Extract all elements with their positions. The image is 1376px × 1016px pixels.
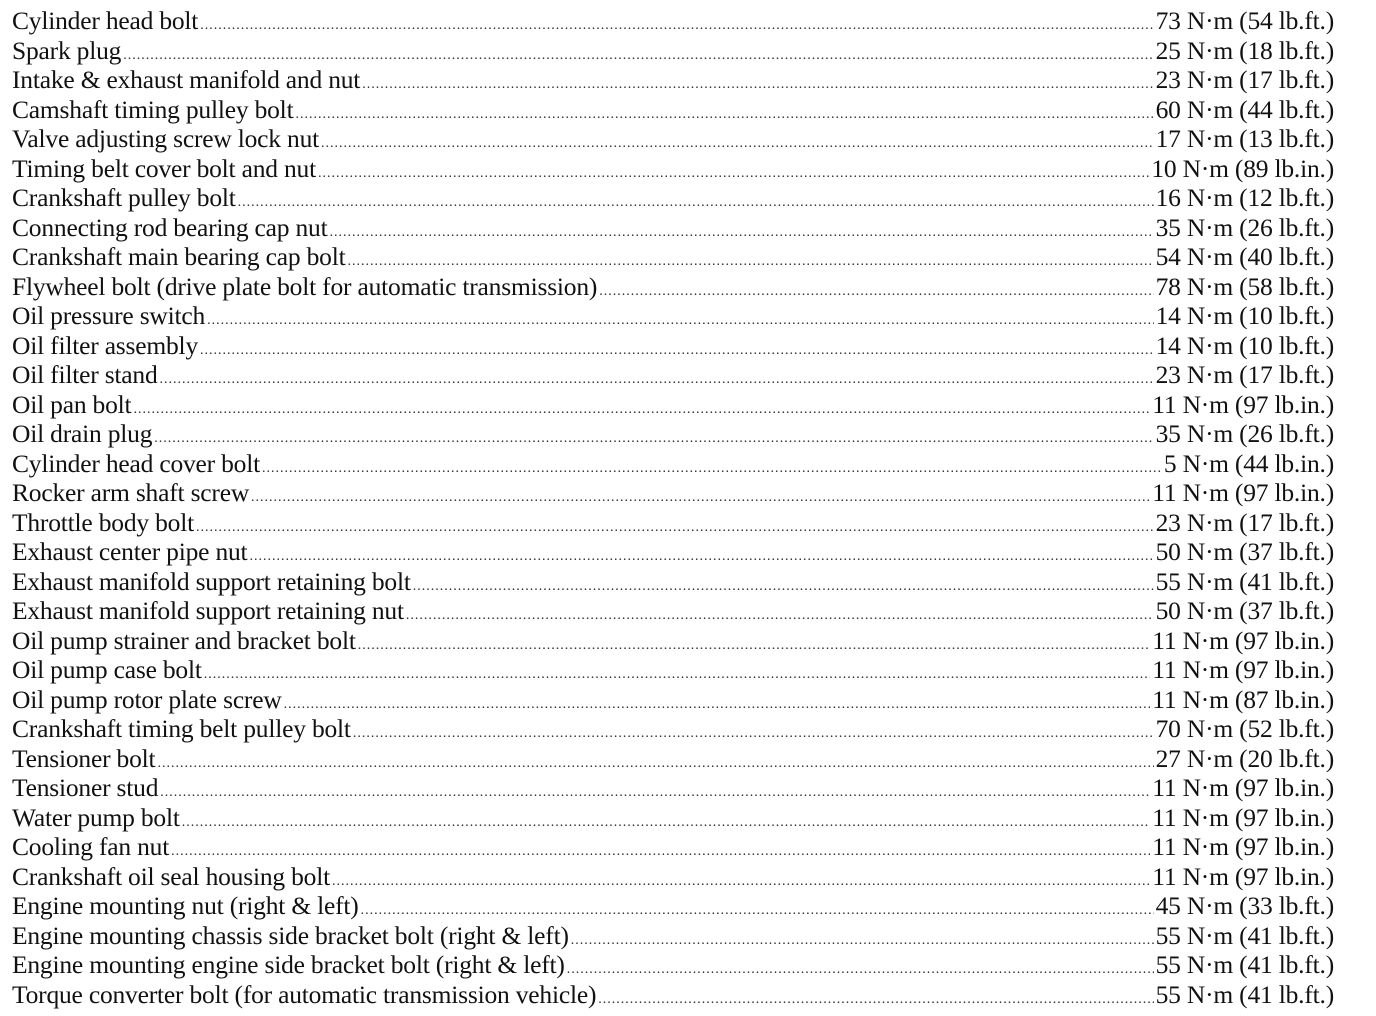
spec-name: Tensioner bolt — [12, 743, 156, 773]
spec-name: Flywheel bolt (drive plate bolt for automatic transmission) — [12, 271, 598, 301]
spec-name: Cylinder head cover bolt — [12, 448, 260, 478]
spec-row — [12, 36, 1334, 66]
spec-value: 23 N·m (17 lb.ft.) — [1155, 507, 1334, 537]
spec-value: 55 N·m (41 lb.ft.) — [1155, 566, 1334, 596]
spec-row — [12, 714, 1334, 744]
spec-row — [12, 773, 1334, 803]
spec-value: 50 N·m (37 lb.ft.) — [1155, 537, 1334, 566]
spec-value: 11 N·m (97 lb.in.) — [1152, 625, 1334, 655]
spec-value: 11 N·m (87 lb.in.) — [1152, 684, 1334, 714]
spec-value: 50 N·m (37 lb.ft.) — [1155, 596, 1334, 625]
spec-row — [12, 980, 1334, 1010]
dot-leader — [295, 100, 1153, 130]
spec-row — [12, 213, 1334, 243]
spec-value: 55 N·m (41 lb.ft.) — [1155, 920, 1334, 950]
spec-value: 14 N·m (10 lb.ft.) — [1155, 301, 1334, 330]
spec-name: Crankshaft timing belt pulley bolt — [12, 714, 351, 743]
dot-leader — [599, 277, 1153, 307]
spec-row — [12, 301, 1334, 331]
spec-value: 54 N·m (40 lb.ft.) — [1155, 242, 1334, 271]
spec-name: Tensioner stud — [12, 773, 159, 802]
spec-value: 5 N·m (44 lb.in.) — [1163, 448, 1334, 478]
dot-leader — [362, 70, 1153, 100]
spec-value: 17 N·m (13 lb.ft.) — [1155, 124, 1334, 153]
spec-value: 55 N·m (41 lb.ft.) — [1155, 979, 1334, 1009]
spec-row — [12, 478, 1334, 508]
spec-row — [12, 360, 1334, 390]
spec-value: 10 N·m (89 lb.in.) — [1151, 153, 1334, 183]
spec-name: Engine mounting engine side bracket bolt (right & left) — [12, 950, 565, 979]
spec-name: Intake & exhaust manifold and nut — [12, 65, 361, 94]
dot-leader — [318, 159, 1149, 189]
spec-row — [12, 331, 1334, 361]
spec-row — [12, 390, 1334, 420]
spec-row — [12, 626, 1334, 656]
spec-row — [12, 95, 1334, 125]
spec-name: Oil filter stand — [12, 360, 158, 389]
spec-row — [12, 537, 1334, 567]
dot-leader — [251, 483, 1150, 513]
torque-spec-list — [12, 6, 1334, 1009]
spec-row — [12, 744, 1334, 774]
spec-name: Oil pan bolt — [12, 389, 132, 419]
spec-value: 11 N·m (97 lb.in.) — [1152, 389, 1334, 419]
dot-leader — [332, 867, 1150, 897]
spec-row — [12, 242, 1334, 272]
spec-row — [12, 655, 1334, 685]
spec-value: 73 N·m (54 lb.ft.) — [1155, 6, 1334, 35]
spec-value: 23 N·m (17 lb.ft.) — [1155, 65, 1334, 94]
spec-row — [12, 272, 1334, 302]
dot-leader — [406, 601, 1154, 631]
spec-name: Oil filter assembly — [12, 330, 198, 360]
spec-name: Exhaust center pipe nut — [12, 537, 248, 566]
spec-row — [12, 862, 1334, 892]
spec-name: Throttle body bolt — [12, 507, 194, 537]
spec-name: Oil pump rotor plate screw — [12, 684, 282, 714]
dot-leader — [262, 454, 1162, 484]
spec-value: 45 N·m (33 lb.ft.) — [1155, 891, 1334, 920]
dot-leader — [284, 690, 1151, 720]
dot-leader — [154, 424, 1153, 454]
spec-name: Crankshaft main bearing cap bolt — [12, 242, 346, 271]
spec-row — [12, 124, 1334, 154]
spec-name: Water pump bolt — [12, 802, 180, 832]
dot-leader — [571, 926, 1154, 956]
dot-leader — [200, 11, 1153, 41]
spec-row — [12, 596, 1334, 626]
spec-name: Oil pump strainer and bracket bolt — [12, 625, 356, 655]
dot-leader — [204, 660, 1151, 690]
dot-leader — [321, 129, 1154, 159]
spec-name: Engine mounting chassis side bracket bolt (right & left) — [12, 920, 569, 950]
spec-name: Spark plug — [12, 35, 122, 65]
spec-value: 14 N·m (10 lb.ft.) — [1155, 330, 1334, 360]
spec-row — [12, 832, 1334, 862]
spec-value: 78 N·m (58 lb.ft.) — [1155, 271, 1334, 301]
spec-name: Camshaft timing pulley bolt — [12, 94, 294, 124]
spec-value: 11 N·m (97 lb.in.) — [1152, 655, 1334, 684]
spec-name: Engine mounting nut (right & left) — [12, 891, 359, 920]
dot-leader — [182, 808, 1151, 838]
spec-value: 35 N·m (26 lb.ft.) — [1155, 212, 1334, 242]
dot-leader — [238, 188, 1154, 218]
spec-row — [12, 921, 1334, 951]
spec-value: 11 N·m (97 lb.in.) — [1152, 802, 1334, 832]
spec-name: Connecting rod bearing cap nut — [12, 212, 328, 242]
spec-value: 16 N·m (12 lb.ft.) — [1155, 183, 1334, 212]
spec-value: 11 N·m (97 lb.in.) — [1152, 832, 1334, 861]
spec-name: Oil pump case bolt — [12, 655, 202, 684]
dot-leader — [413, 572, 1154, 602]
spec-name: Valve adjusting screw lock nut — [12, 124, 320, 153]
spec-name: Torque converter bolt (for automatic transmission vehicle) — [12, 979, 597, 1009]
spec-name: Cooling fan nut — [12, 832, 170, 861]
spec-row — [12, 803, 1334, 833]
spec-name: Oil pressure switch — [12, 301, 206, 330]
dot-leader — [160, 778, 1150, 808]
dot-leader — [598, 985, 1153, 1015]
spec-value: 55 N·m (41 lb.ft.) — [1155, 950, 1334, 979]
spec-value: 11 N·m (97 lb.in.) — [1152, 773, 1334, 802]
spec-row — [12, 449, 1334, 479]
spec-row — [12, 567, 1334, 597]
spec-row — [12, 154, 1334, 184]
spec-name: Oil drain plug — [12, 419, 153, 448]
spec-value: 25 N·m (18 lb.ft.) — [1155, 35, 1334, 65]
spec-name: Timing belt cover bolt and nut — [12, 153, 316, 183]
spec-value: 23 N·m (17 lb.ft.) — [1155, 360, 1334, 389]
dot-leader — [353, 719, 1154, 749]
spec-value: 27 N·m (20 lb.ft.) — [1155, 743, 1334, 773]
spec-row — [12, 508, 1334, 538]
dot-leader — [157, 749, 1153, 779]
spec-name: Crankshaft pulley bolt — [12, 183, 236, 212]
spec-row — [12, 65, 1334, 95]
dot-leader — [330, 218, 1154, 248]
dot-leader — [133, 395, 1150, 425]
spec-name: Cylinder head bolt — [12, 6, 199, 35]
spec-name: Exhaust manifold support retaining nut — [12, 596, 404, 625]
spec-row — [12, 685, 1334, 715]
spec-value: 60 N·m (44 lb.ft.) — [1155, 94, 1334, 124]
dot-leader — [200, 336, 1154, 366]
dot-leader — [207, 306, 1154, 336]
spec-row — [12, 419, 1334, 449]
dot-leader — [567, 955, 1154, 985]
spec-name: Crankshaft oil seal housing bolt — [12, 861, 330, 891]
spec-row — [12, 6, 1334, 36]
spec-row — [12, 891, 1334, 921]
dot-leader — [196, 513, 1154, 543]
spec-value: 11 N·m (97 lb.in.) — [1152, 478, 1334, 507]
spec-value: 70 N·m (52 lb.ft.) — [1155, 714, 1334, 743]
spec-value: 11 N·m (97 lb.in.) — [1152, 861, 1334, 891]
spec-name: Rocker arm shaft screw — [12, 478, 250, 507]
dot-leader — [160, 365, 1154, 395]
spec-row — [12, 183, 1334, 213]
spec-value: 35 N·m (26 lb.ft.) — [1155, 419, 1334, 448]
spec-row — [12, 950, 1334, 980]
spec-name: Exhaust manifold support retaining bolt — [12, 566, 411, 596]
dot-leader — [358, 631, 1151, 661]
